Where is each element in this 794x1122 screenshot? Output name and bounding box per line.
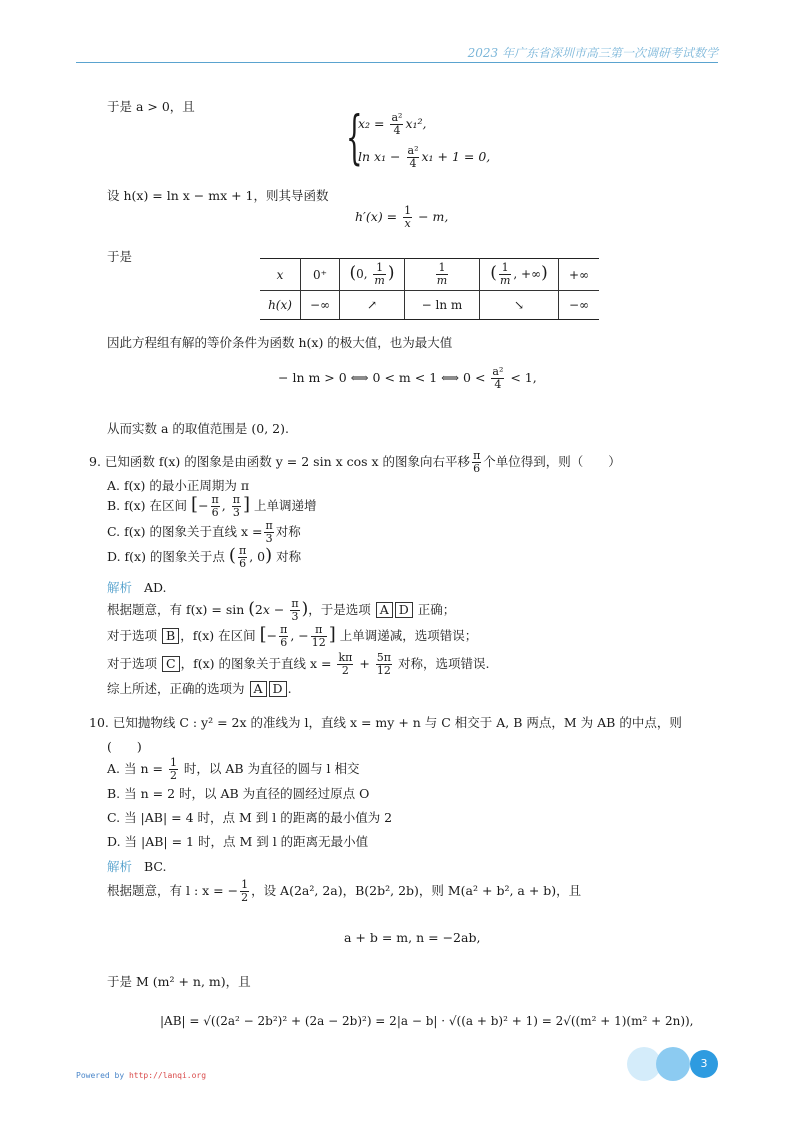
q10-option-d: D. 当 |AB| = 1 时，点 M 到 l 的距离无最小值 xyxy=(107,834,369,849)
footer-decor-circle xyxy=(656,1047,690,1081)
system-eq-1: x₂ = $\frac{\text{a²}}{4}$ x₁², xyxy=(358,111,427,137)
intro-text: 于是 a > 0，且 xyxy=(107,99,195,114)
q10-eq-2: |AB| = √((2a² − 2b²)² + (2a − 2b)²) = 2|a − b| · √((a + b)² + 1) = 2√((m² + 1)(m² + 2n)), xyxy=(160,1014,694,1028)
q10-option-b: B. 当 n = 2 时，以 AB 为直径的圆经过原点 O xyxy=(107,786,370,801)
q9-answer: 解析 AD. xyxy=(107,580,167,595)
header-rule xyxy=(76,62,718,63)
critical-cell: $\frac{1}{m}$ xyxy=(405,259,480,291)
table-row: h(x) −∞ ↗ − ln m ↘ −∞ xyxy=(260,291,599,320)
q10-paren: ( ) xyxy=(107,739,142,754)
q9-stem: 9. 已知函数 f(x) 的图象是由函数 y = 2 sin x cos x 的图象向右平移 $\frac{\pi}{6}$ 个单位得到，则（ ） xyxy=(89,449,621,475)
q10-eq-1: a + b = m, n = −2ab, xyxy=(344,930,481,945)
q10-analysis-2: 于是 M (m² + n, m)，且 xyxy=(107,974,251,989)
page-header: 2023 年广东省深圳市高三第一次调研考试数学 xyxy=(467,46,718,60)
define-h: 设 h(x) = ln x − mx + 1，则其导函数 xyxy=(107,188,329,203)
q9-analysis-1: 根据题意，有 f(x) = sin (2x − $\frac{\pi}{3}$ )，于是选项 A D 正确； xyxy=(107,597,456,623)
variation-table xyxy=(260,258,599,320)
page-number: 3 xyxy=(690,1050,718,1078)
conclusion-text: 因此方程组有解的等价条件为函数 h(x) 的极大值，也为最大值 xyxy=(107,335,453,350)
derivative-eq: h′(x) = $\frac{1}{x}$ − m, xyxy=(355,204,449,230)
q10-option-a: A. 当 n = $\frac{1}{2}$ 时，以 AB 为直径的圆与 l 相交 xyxy=(107,756,360,782)
q9-option-a: A. f(x) 的最小正周期为 π xyxy=(107,478,250,493)
q9-analysis-2: 对于选项 B ，f(x) 在区间 [− $\frac{\pi}{6}$ , − $\frac{\pi}{12}$ ] 上单调递减，选项错误； xyxy=(107,623,478,649)
q10-option-c: C. 当 |AB| = 4 时，点 M 到 l 的距离的最小值为 2 xyxy=(107,810,393,825)
q10-answer: 解析 BC. xyxy=(107,859,167,874)
q10-analysis-1: 根据题意，有 l : x = − $\frac{1}{2}$ ，设 A(2a², 2a)，B(2b², 2b)，则 M(a² + b², a + b)，且 xyxy=(107,878,582,904)
footer-powered-by[interactable]: Powered by http://lanqi.org xyxy=(76,1071,207,1080)
q9-analysis-3: 对于选项 C ，f(x) 的图象关于直线 x = $\frac{k\pi}{2}$ + $\frac{5\pi}{12}$ 对称，选项错误. xyxy=(107,651,490,677)
system-brace: { xyxy=(346,103,363,171)
interval-cell: (0, $\frac{1}{m}$ ) xyxy=(340,259,405,291)
equivalence-chain: − ln m > 0 ⟺ 0 < m < 1 ⟺ 0 < $\frac{\text{a²}}{4}$ < 1, xyxy=(278,365,537,391)
q9-option-c: C. f(x) 的图象关于直线 x = $\frac{\pi}{3}$ 对称 xyxy=(107,519,301,545)
final-range: 从而实数 a 的取值范围是 (0, 2). xyxy=(107,421,289,436)
q9-summary: 综上所述，正确的选项为 A D . xyxy=(107,681,292,696)
then-text: 于是 xyxy=(107,249,133,264)
table-row: x 0⁺ (0, $\frac{1}{m}$ ) $\frac{1}{m}$ ( $\frac{1}{m}$ , +∞) +∞ xyxy=(260,259,599,291)
q9-option-b: B. f(x) 在区间 [− $\frac{\pi}{6}$ , $\frac{\pi}{3}$ ] 上单调递增 xyxy=(107,493,317,519)
interval-cell: ( $\frac{1}{m}$ , +∞) xyxy=(480,259,559,291)
q10-stem: 10. 已知抛物线 C : y² = 2x 的准线为 l，直线 x = my + n 与 C 相交于 A, B 两点，M 为 AB 的中点，则 xyxy=(89,715,682,730)
system-eq-2: ln x₁ − $\frac{\text{a²}}{4}$ x₁ + 1 = 0, xyxy=(358,144,491,170)
q9-option-d: D. f(x) 的图象关于点 ( $\frac{\pi}{6}$ , 0) 对称 xyxy=(107,544,302,570)
